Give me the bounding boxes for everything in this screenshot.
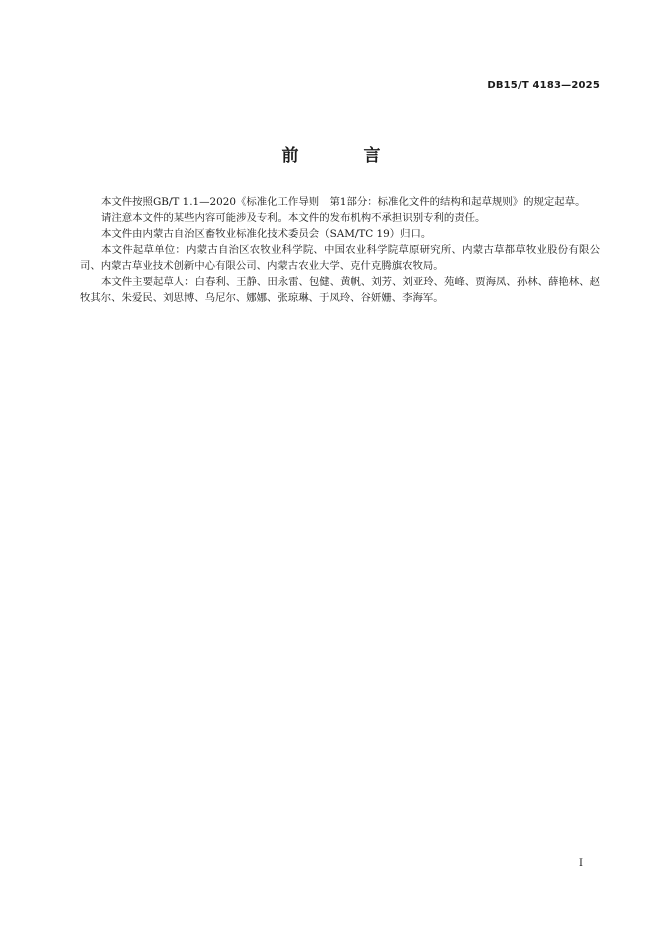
document-code: DB15/T 4183—2025 — [487, 80, 600, 91]
paragraph-drafting-basis: 本文件按照GB/T 1.1—2020《标准化工作导则 第1部分：标准化文件的结构和起草规则》的规定起草。 — [101, 196, 586, 208]
foreword-body — [80, 194, 600, 306]
paragraph-committee: 本文件由内蒙古自治区畜牧业标准化技术委员会（SAM/TC 19）归口。 — [101, 228, 432, 240]
paragraph-patent-notice: 请注意本文件的某些内容可能涉及专利。本文件的发布机构不承担识别专利的责任。 — [101, 212, 486, 224]
paragraph-drafters: 本文件主要起草人：白春利、王静、田永雷、包健、黄帆、刘芳、刘亚玲、苑峰、贾海凤、孙林、薛艳林、赵牧其尔、朱爱民、刘思博、乌尼尔、娜娜、张琼琳、于凤玲、谷妍姗、李海军。 — [80, 276, 600, 304]
page-title: 前 言 — [281, 146, 405, 166]
page-number: I — [579, 858, 583, 869]
paragraph-drafting-units: 本文件起草单位：内蒙古自治区农牧业科学院、中国农业科学院草原研究所、内蒙古草都草牧业股份有限公司、内蒙古草业技术创新中心有限公司、内蒙古农业大学、克什克腾旗农牧局。 — [80, 244, 600, 272]
